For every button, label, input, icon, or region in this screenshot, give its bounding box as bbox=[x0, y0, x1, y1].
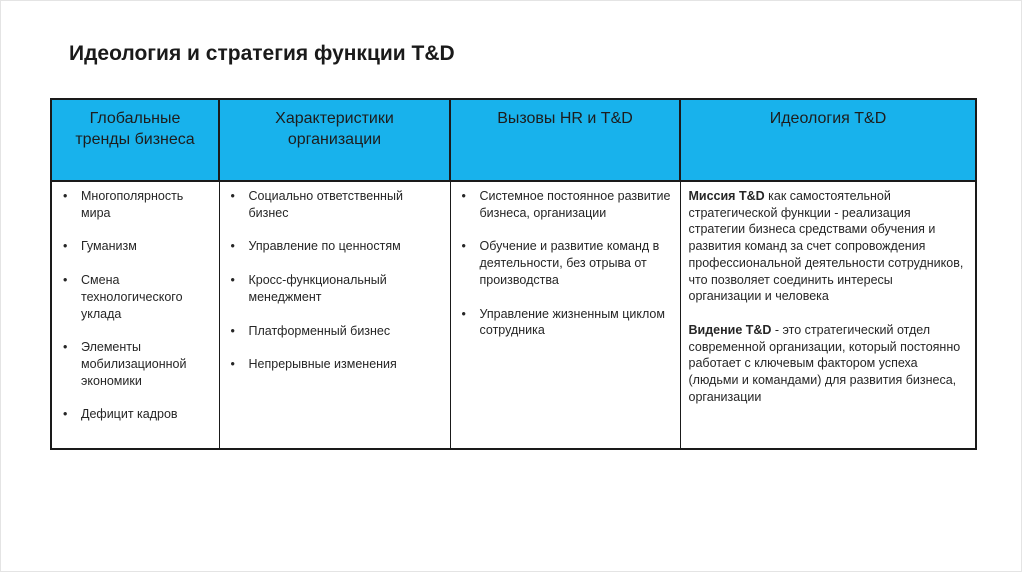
bullet-icon: • bbox=[63, 407, 68, 422]
list-item-text: Элементы мобилизационной экономики bbox=[81, 340, 187, 388]
vision-text: - это стратегический отдел современной организации, который постоянно работает с ключевым фактором успеха (людьми и командами) для развития бизнеса, организации bbox=[688, 322, 961, 404]
bullet-icon: • bbox=[63, 189, 68, 203]
bullet-icon: • bbox=[63, 239, 68, 254]
list-item-text: Гуманизм bbox=[81, 239, 137, 254]
list-item-text: Управление жизненным циклом сотрудника bbox=[479, 306, 665, 338]
list-item bbox=[226, 238, 444, 255]
strategy-table bbox=[50, 98, 977, 450]
list-item-text: Непрерывные изменения bbox=[248, 357, 397, 372]
header-hr-td-challenges: Вызовы HR и T&D bbox=[450, 99, 680, 181]
mission-text: как самостоятельной стратегической функции - реализация стратегии бизнеса средствами обучения и развития команд за счет сопровождения профессиональной деятельности сотрудников, что позволяет соединить интересы организации и человека bbox=[688, 189, 964, 304]
cell-global-trends bbox=[51, 181, 219, 449]
bullet-icon: • bbox=[230, 239, 235, 254]
list-item-text: Системное постоянное развитие бизнеса, организации bbox=[479, 189, 671, 220]
slide-title: Идеология и стратегия функции T&D bbox=[69, 42, 455, 65]
list-item-text: Кросс-функциональный менеджмент bbox=[248, 273, 387, 304]
table-body-row bbox=[51, 181, 976, 449]
list-item-text: Социально ответственный бизнес bbox=[248, 189, 403, 220]
list-item bbox=[457, 238, 674, 288]
list-item-text: Платформенный бизнес bbox=[248, 323, 391, 338]
cell-org-characteristics bbox=[219, 181, 450, 449]
list-item-text: Обучение и развитие команд в деятельности, без отрыва от производства bbox=[479, 239, 660, 287]
bullet-icon: • bbox=[461, 306, 466, 321]
list-item bbox=[58, 272, 213, 322]
bullet-icon: • bbox=[230, 357, 235, 372]
list-item bbox=[226, 323, 444, 340]
list-item bbox=[58, 339, 213, 389]
vision-label: Видение T&D bbox=[688, 322, 772, 337]
list-item bbox=[58, 188, 213, 221]
list-item bbox=[457, 306, 674, 339]
bullet-icon: • bbox=[230, 273, 235, 288]
cell-td-ideology bbox=[680, 181, 976, 449]
bullet-icon: • bbox=[63, 340, 68, 355]
bullet-icon: • bbox=[461, 189, 466, 203]
list-item-text: Дефицит кадров bbox=[81, 407, 178, 422]
org-characteristics-list bbox=[226, 188, 444, 373]
list-item-text: Многополярность мира bbox=[81, 189, 184, 220]
list-item bbox=[226, 356, 444, 373]
cell-hr-td-challenges bbox=[450, 181, 680, 449]
bullet-icon: • bbox=[63, 273, 68, 288]
vision-paragraph bbox=[687, 322, 970, 406]
list-item bbox=[58, 406, 213, 423]
bullet-icon: • bbox=[230, 323, 235, 338]
hr-td-challenges-list bbox=[457, 188, 674, 339]
global-trends-list bbox=[58, 188, 213, 423]
table-header-row bbox=[51, 99, 976, 181]
bullet-icon: • bbox=[461, 239, 466, 254]
header-org-characteristics: Характеристики организации bbox=[219, 99, 450, 181]
list-item-text: Управление по ценностям bbox=[248, 239, 401, 254]
bullet-icon: • bbox=[230, 189, 235, 203]
list-item bbox=[457, 188, 674, 221]
mission-paragraph bbox=[687, 188, 970, 305]
header-td-ideology: Идеология T&D bbox=[680, 99, 976, 181]
list-item bbox=[58, 238, 213, 255]
mission-label: Миссия T&D bbox=[688, 189, 765, 203]
list-item-text: Смена технологического уклада bbox=[81, 273, 183, 321]
header-global-trends: Глобальные тренды бизнеса bbox=[51, 99, 219, 181]
list-item bbox=[226, 188, 444, 221]
list-item bbox=[226, 272, 444, 305]
